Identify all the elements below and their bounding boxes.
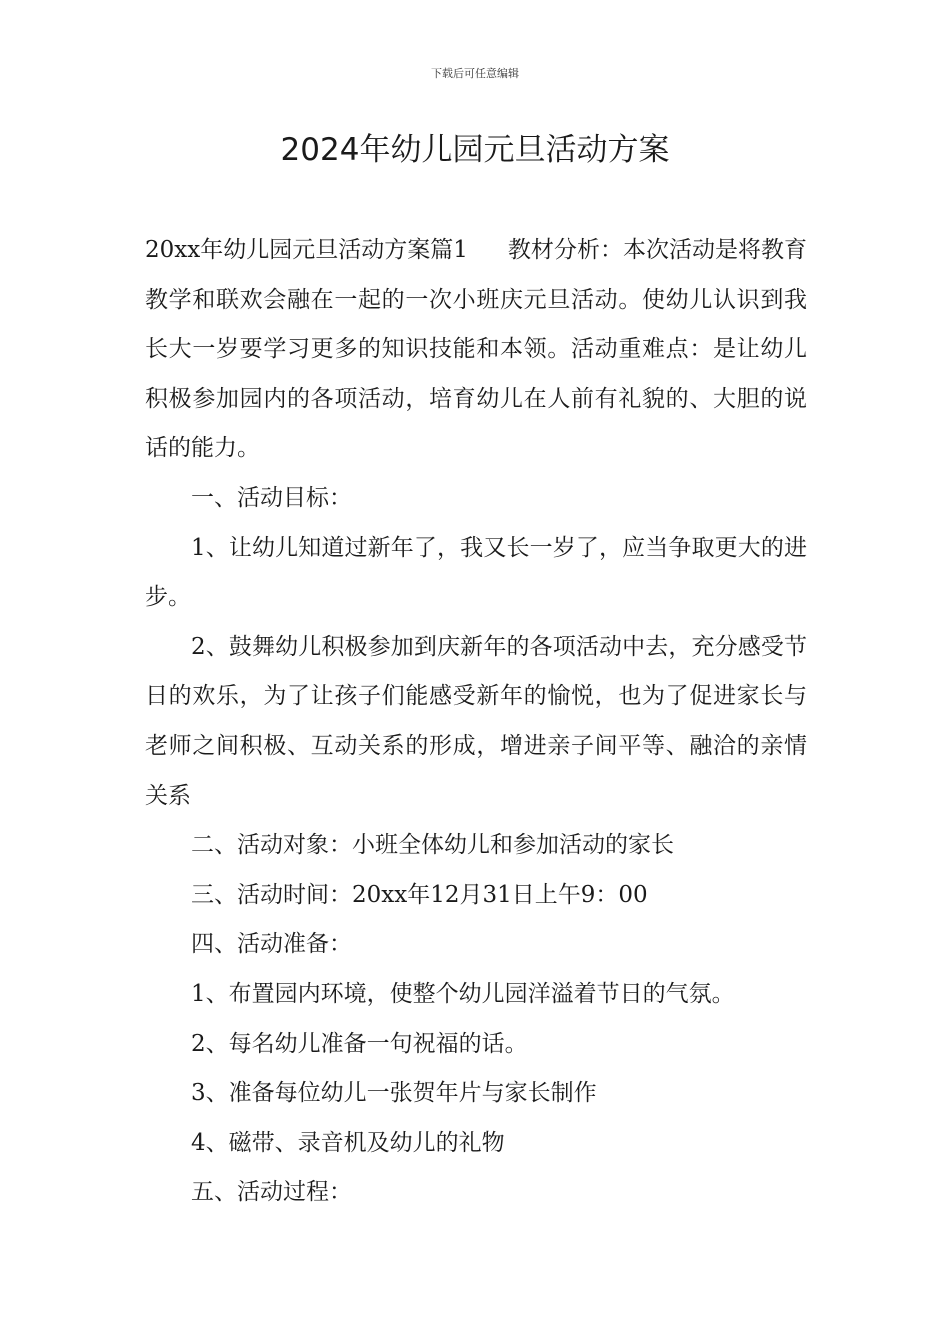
- document-body: [145, 226, 807, 1218]
- header-note: 下载后可任意编辑: [431, 67, 519, 80]
- paragraph-audience: 二、活动对象：小班全体幼儿和参加活动的家长: [191, 832, 674, 859]
- paragraph-prep-heading: 四、活动准备：: [191, 931, 352, 958]
- paragraph-prep-2: 2、每名幼儿准备一句祝福的话。: [191, 1030, 528, 1057]
- document-title: 2024年幼儿园元旦活动方案: [280, 132, 670, 168]
- paragraph-process-heading: 五、活动过程：: [191, 1179, 352, 1206]
- paragraph-prep-1: 1、布置园内环境，使整个幼儿园洋溢着节日的气氛。: [191, 980, 735, 1007]
- intro-paragraph: [145, 226, 807, 474]
- intro-lead: 20xx年幼儿园元旦活动方案篇1: [145, 237, 468, 263]
- paragraph-time: 三、活动时间：20xx年12月31日上午9：00: [191, 881, 648, 908]
- paragraph-goal-2: 2、鼓舞幼儿积极参加到庆新年的各项活动中去，充分感受节日的欢乐，为了让孩子们能感受新年的愉悦，也为了促进家长与老师之间积极、互动关系的形成，增进亲子间平等、融洽的亲情关系: [145, 633, 807, 809]
- paragraph-prep-4: 4、磁带、录音机及幼儿的礼物: [191, 1129, 505, 1156]
- paragraph-goal-1: 1、让幼儿知道过新年了，我又长一岁了，应当争取更大的进步。: [145, 534, 807, 611]
- intro-text: 教材分析：本次活动是将教育教学和联欢会融在一起的一次小班庆元旦活动。使幼儿认识到我长大一岁要学习更多的知识技能和本领。活动重难点：是让幼儿积极参加园内的各项活动，培育幼儿在人前有礼貌的、大胆的说话的能力。: [145, 237, 808, 462]
- paragraph-prep-3: 3、准备每位幼儿一张贺年片与家长制作: [191, 1080, 597, 1107]
- paragraph-goals-heading: 一、活动目标：: [191, 484, 352, 511]
